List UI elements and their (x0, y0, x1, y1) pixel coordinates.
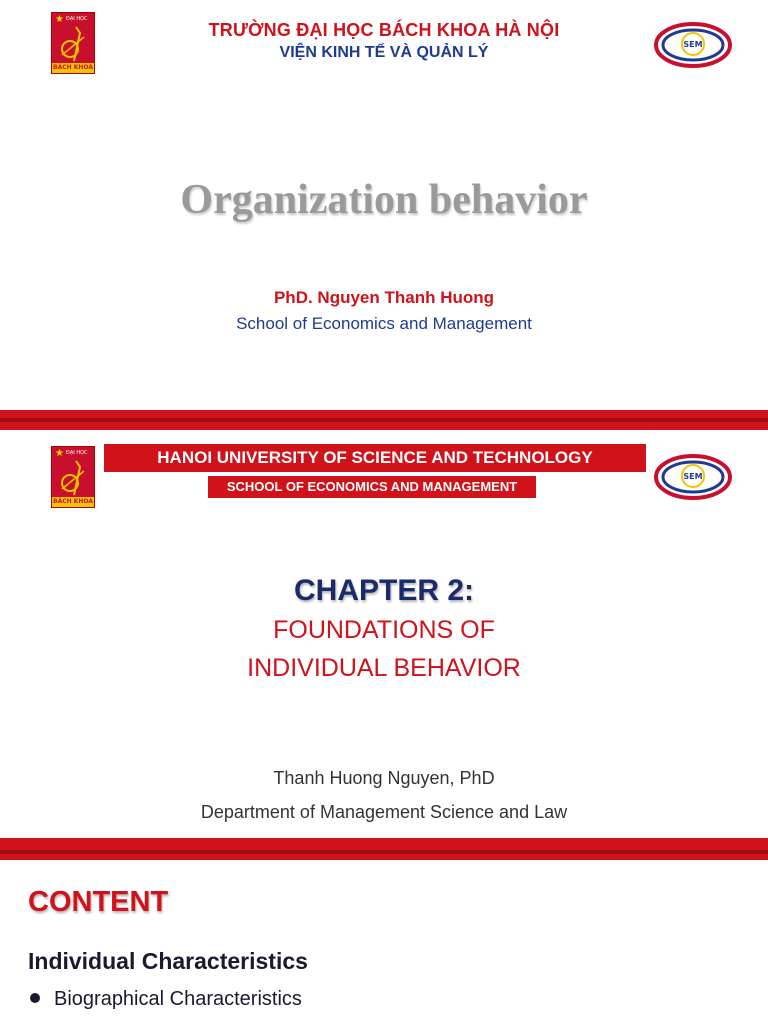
sem-logo (654, 454, 732, 500)
logo-bottom-text: BÁCH KHOA (53, 498, 93, 505)
hust-logo (51, 446, 95, 508)
sem-logo (654, 22, 732, 68)
list-item (30, 988, 302, 1011)
slide-divider (0, 410, 768, 430)
logo-top-text: ĐẠI HỌC (66, 450, 88, 456)
content-heading: CONTENT (28, 886, 169, 918)
presentation-title: Organization behavior (180, 177, 588, 223)
slide-chapter (0, 430, 768, 838)
school-banner: SCHOOL OF ECONOMICS AND MANAGEMENT (208, 476, 536, 498)
star-icon: ★ (55, 14, 64, 25)
author-name: PhD. Nguyen Thanh Huong (273, 288, 495, 307)
torch-emblem-icon (56, 459, 90, 497)
chapter-title-line1: FOUNDATIONS OF (273, 616, 495, 644)
slide-content (0, 866, 768, 1024)
university-banner: HANOI UNIVERSITY OF SCIENCE AND TECHNOLOGY (104, 444, 646, 472)
bullet-icon (30, 993, 40, 1003)
logo-top-text: ĐẠI HỌC (66, 16, 88, 22)
department-name: Department of Management Science and Law (200, 802, 568, 822)
logo-bottom-text: BÁCH KHOA (53, 64, 93, 71)
author-name: Thanh Huong Nguyen, PhD (273, 768, 495, 788)
sem-logo-text: SEM (683, 40, 703, 49)
sem-logo-text: SEM (683, 472, 703, 481)
slide-title (0, 0, 768, 410)
chapter-title-line2: INDIVIDUAL BEHAVIOR (247, 654, 521, 682)
section-heading: Individual Characteristics (28, 948, 308, 974)
school-name: School of Economics and Management (236, 314, 532, 333)
institute-name: VIỆN KINH TẾ VÀ QUẢN LÝ (279, 44, 489, 61)
list-item-text: Biographical Characteristics (54, 988, 302, 1010)
slide-divider (0, 838, 768, 866)
chapter-label: CHAPTER 2: (293, 574, 474, 607)
university-name: TRƯỜNG ĐẠI HỌC BÁCH KHOA HÀ NỘI (208, 20, 560, 40)
star-icon: ★ (55, 448, 64, 459)
